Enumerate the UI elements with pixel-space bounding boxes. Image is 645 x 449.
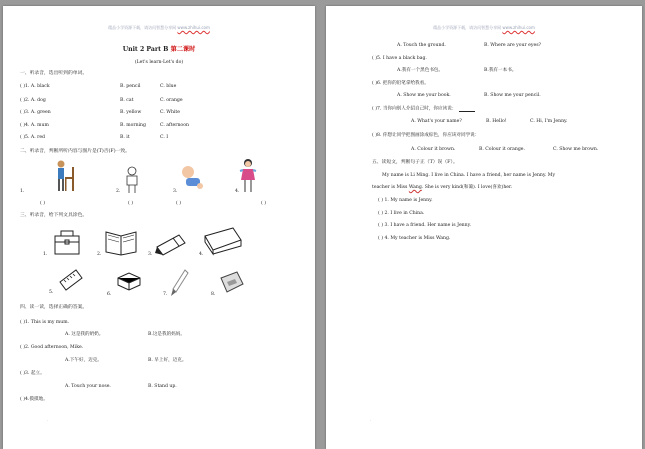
q7-option-b: B. Hello! [486,119,507,124]
s4-q3-a: A. Touch your nose. [65,384,111,389]
s2-paren-3: ( ) [176,201,182,206]
section-2-heading: 二、听录音，判断所听内容与图片是(T)否(F)一致。 [20,149,130,154]
q5: ( )5. I have a black bag. [372,56,427,61]
title-text: Unit 2 Part B [122,46,169,53]
q7 [372,107,475,112]
title-cn: 第二课时 [170,46,196,53]
s3-num-6: 6. [107,292,112,297]
page-title [3,44,315,53]
s4-q3-b: B. Stand up. [148,384,177,389]
s4-q2-a: A.下午好，迈克。 [65,358,102,363]
section-4-heading: 四、读一读，选择正确的答案。 [20,305,88,310]
s2-paren-4: ( ) [261,201,267,206]
q7-option-a: A. What's your name? [411,119,462,124]
crayon-icon [153,231,189,257]
footer-dot: · [47,418,49,423]
boy-picture [123,166,141,194]
s1-row5-a: ( )5. A. red [20,135,45,140]
passage-2b: Wang [408,185,422,190]
q8-option-a: A. Colour it brown. [411,147,456,152]
section-3-heading: 三、听录音，给下列文具涂色。 [20,213,88,218]
s3-num-4: 4. [199,252,204,257]
s2-paren-1: ( ) [40,201,46,206]
s4-q2-b: B. 早上好，迈克。 [148,358,187,363]
q8-option-b: B. Colour it orange. [479,147,525,152]
baby-picture [178,164,206,192]
s1-row4-b: B. morning [120,123,146,128]
s1-row5-b: B. it [120,135,130,140]
s1-row2-a: ( )2. A. dog [20,98,46,103]
s4-q2: ( )2. Good afternoon, Mike. [20,345,84,350]
s2-num-3: 3. [173,189,178,194]
girl-standing-picture [239,158,257,194]
book-icon [103,226,139,256]
pen-icon [169,268,189,298]
header-link[interactable]: www.zhihui.com [177,25,210,30]
section-5-heading: 五、读短文，判断句子正（T）误（F）。 [372,160,458,165]
s1-row2-c: C. orange [160,98,183,103]
q6-option-b: B. Show me your pencil. [484,93,541,98]
s1-row1-a: ( )1. A. black [20,84,50,89]
worksheet-page-right [326,6,642,449]
s3-num-1: 1. [43,252,48,257]
passage-2c: . She is very kind(和蔼). I love(喜欢)her. [421,185,513,190]
s4-q4: ( )4.摸摸地。 [20,397,48,402]
tf-4: ( ) 4. My teacher is Miss Wang. [378,236,451,241]
s1-row3-c: C. White [160,110,180,115]
pencil-box-icon [201,226,245,256]
q6-option-a: A. Show me your book. [397,93,451,98]
s3-num-2: 2. [97,252,102,257]
q7-option-c: C. Hi, I'm Jenny. [530,119,568,124]
s1-row2-b: B. cat [120,98,134,103]
s2-num-2: 2. [116,189,121,194]
schoolbag-icon [51,228,85,258]
header-note-right: 精品小学资源下载，请访问智慧分享网 [433,25,502,30]
sharpener-icon [215,268,247,296]
passage-2a: teacher is Miss [372,185,408,190]
s1-row3-b: B. yellow [120,110,142,115]
tf-2: ( ) 2. I live in China. [378,211,425,216]
s2-num-1: 1. [20,189,25,194]
page-header-right [326,25,642,31]
q8-option-c: C. Show me brown. [553,147,599,152]
s1-row1-b: B. pencil [120,84,141,89]
footer-dot-right: · [370,418,372,423]
eraser-icon [115,270,143,292]
s2-num-4: 4. [235,189,240,194]
q5-option-a: A.我有一个黑色书包。 [397,68,444,73]
q4-option-b: B. Where are your eyes? [484,43,542,48]
s4-q3: ( )3. 起立。 [20,371,45,376]
page-header [3,25,315,31]
header-link-right[interactable]: www.zhihui.com [502,25,535,30]
q7-text: ( )7. 当你向别人介绍自己时，你应该说： [372,106,457,112]
s4-q1-a: A. 这是我的奶奶。 [65,332,104,337]
girl-sitting-picture [53,159,77,193]
q7-blank[interactable] [459,107,475,112]
q6: ( )6. 把你的铅笔拿给我看。 [372,81,429,86]
s3-num-7: 7. [163,292,168,297]
s3-num-8: 8. [211,292,216,297]
passage-line-1: My name is Li Ming. I live in China. I have a friend, her name is Jenny. My [382,173,556,178]
subtitle: (Let's learn-Let's do) [134,60,184,65]
s4-q1: ( )1. This is my mum. [20,320,70,325]
s1-row4-c: C. afternoon [160,123,189,128]
s4-q1-b: B.这是我的妈妈。 [148,332,185,337]
s1-row3-a: ( )3. A. green [20,110,51,115]
q4-option-a: A. Touch the ground. [397,43,446,48]
s1-row5-c: C. I [160,135,169,140]
section-1-heading: 一、听录音，选出听到的单词。 [20,71,88,76]
q8: ( )8. 你想让同学把图画涂成棕色，你应该对同学说： [372,133,480,138]
worksheet-page-left [3,6,315,449]
tf-1: ( ) 1. My name is Jenny. [378,198,433,203]
ruler-icon [58,268,84,292]
header-note: 精品小学资源下载，请访问智慧分享网 [108,25,177,30]
s3-num-3: 3. [148,252,153,257]
s2-paren-2: ( ) [128,201,134,206]
passage-line-2 [372,186,512,191]
s1-row4-a: ( )4. A. mum [20,123,49,128]
tf-3: ( ) 3. I have a friend. Her name is Jenny. [378,223,472,228]
q5-option-b: B.我有一本书。 [484,68,517,73]
s3-num-5: 5. [49,290,54,295]
s1-row1-c: C. blue [160,84,177,89]
